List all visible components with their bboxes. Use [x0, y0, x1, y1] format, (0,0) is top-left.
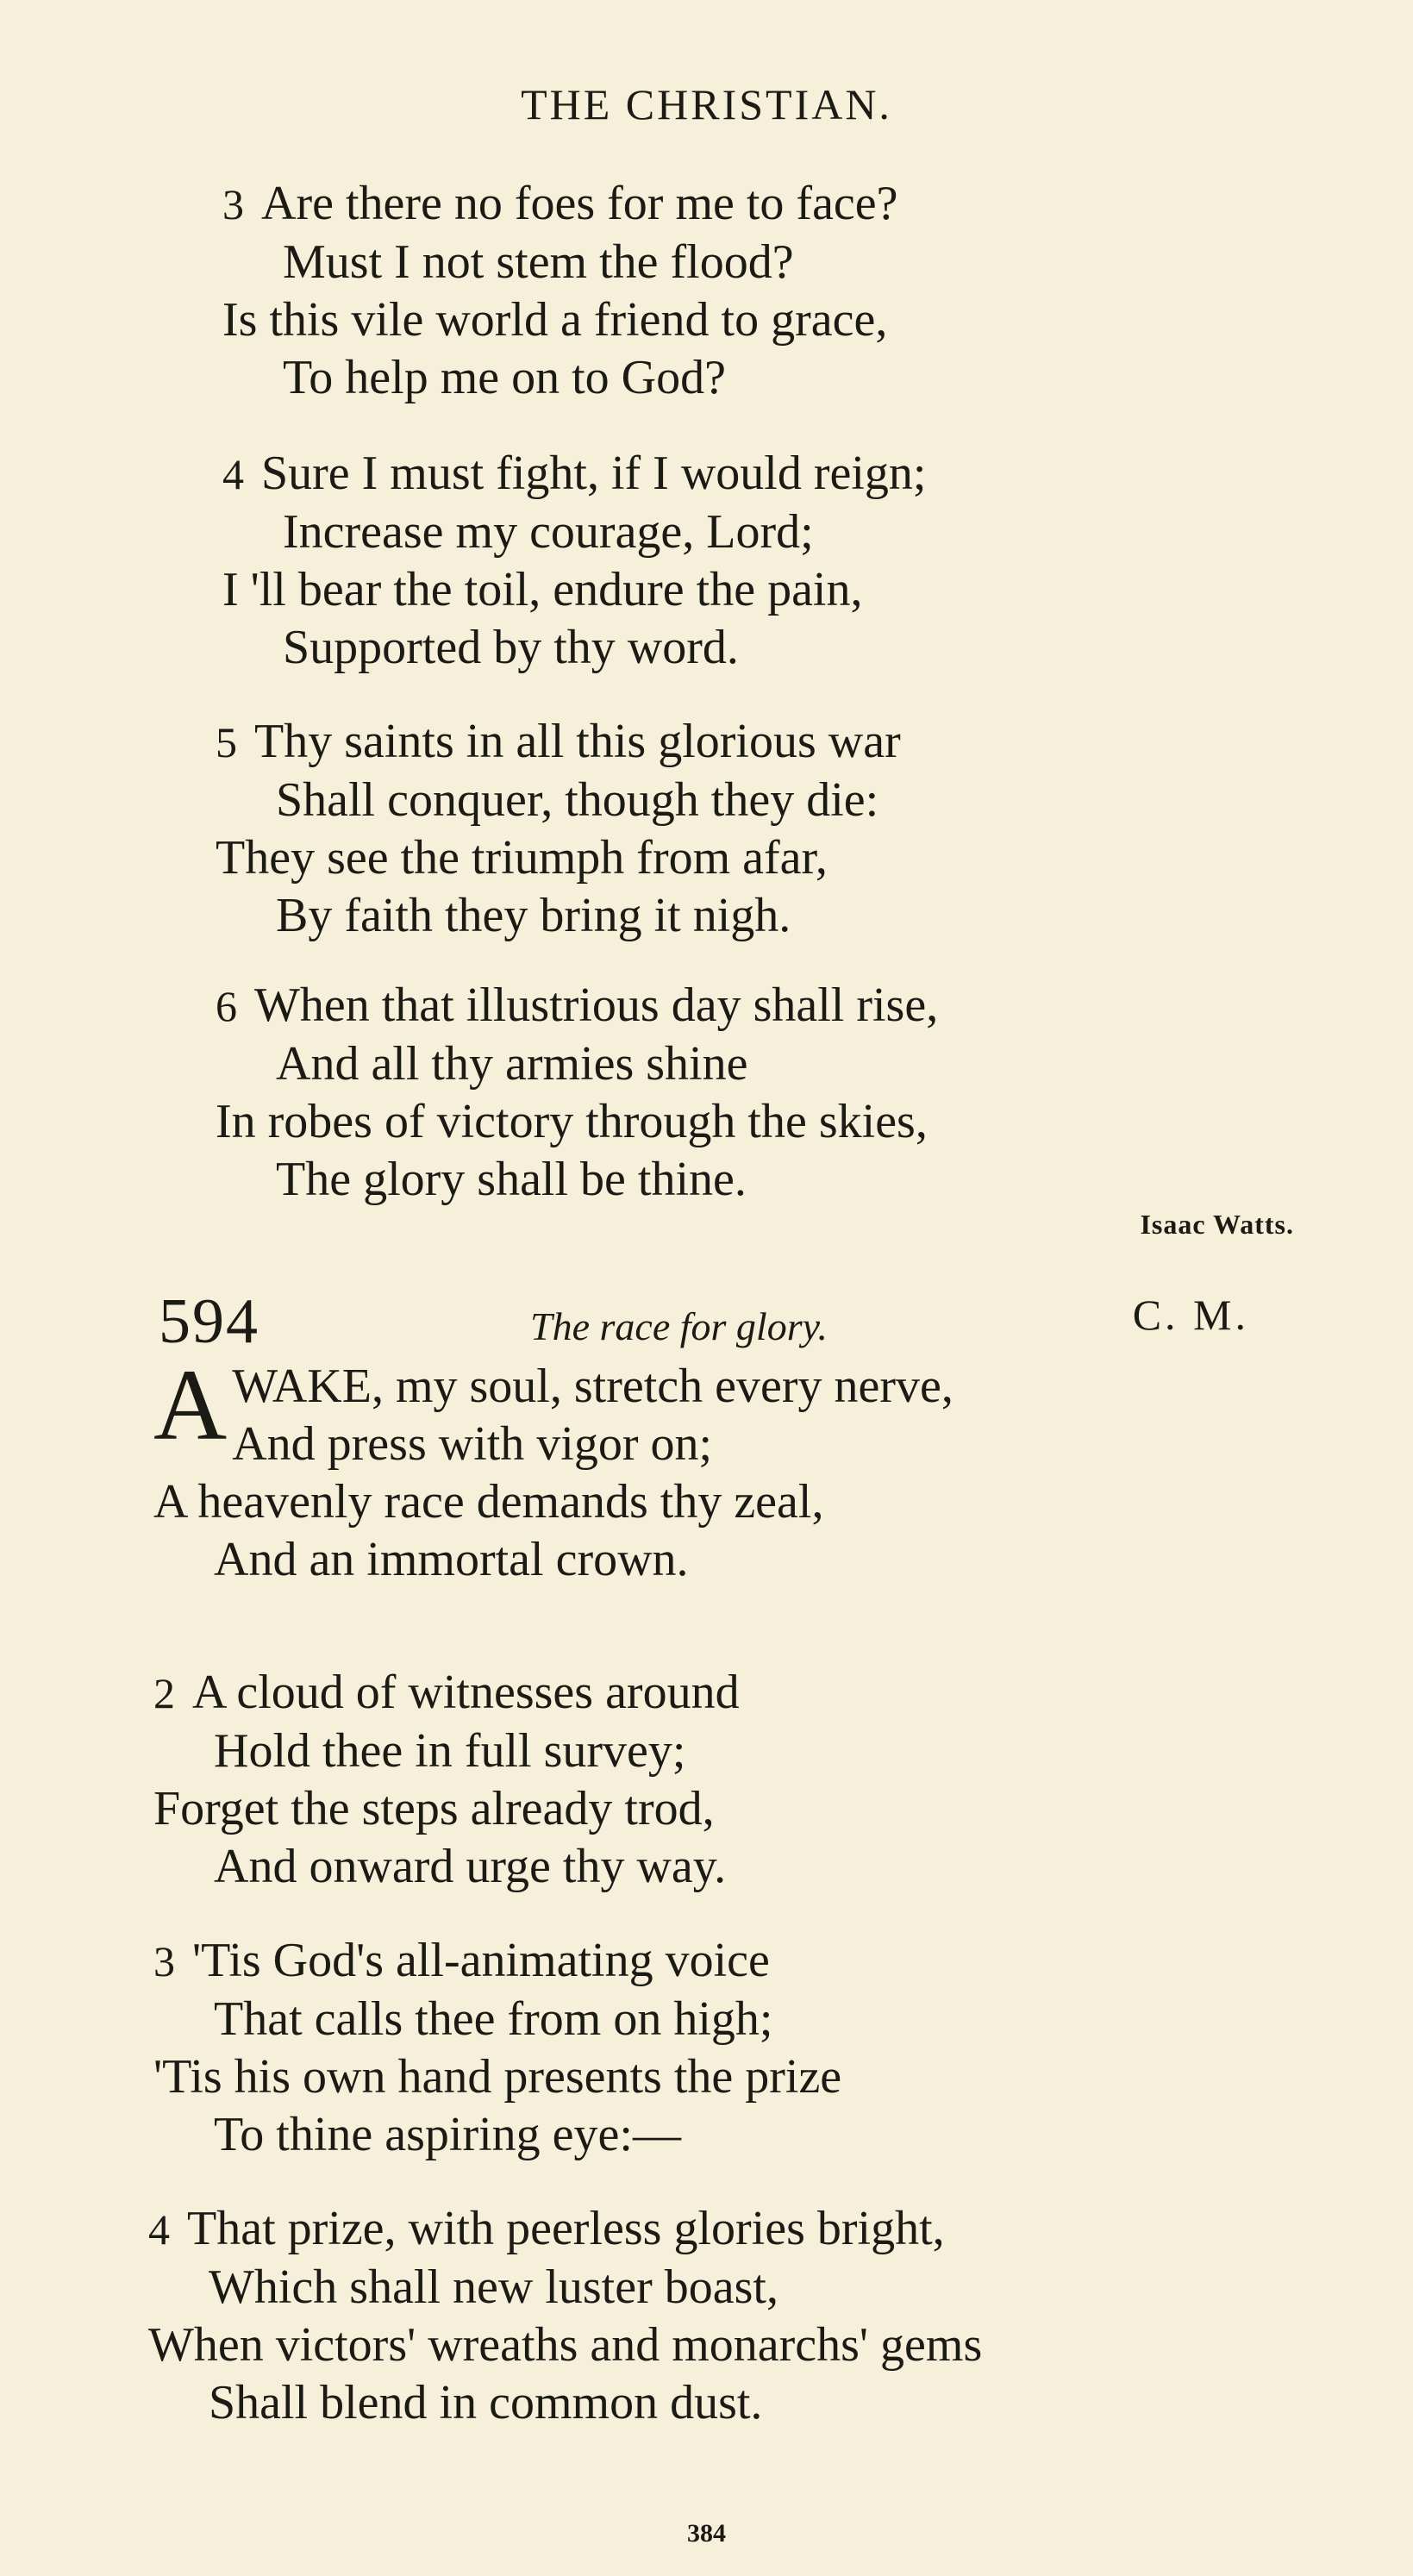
- verse-line: 'Tis his own hand presents the prize: [153, 2050, 842, 2104]
- verse-line: Sure I must fight, if I would reign;: [261, 447, 927, 500]
- stanza-number: 2: [153, 1669, 175, 1717]
- verse-line: To thine aspiring eye:—: [214, 2108, 681, 2161]
- verse-line: And an immortal crown.: [214, 1533, 689, 1586]
- verse-line: A cloud of witnesses around: [192, 1666, 740, 1719]
- verse-line: And onward urge thy way.: [214, 1840, 727, 1893]
- verse-line: Supported by thy word.: [283, 621, 739, 674]
- page-number: 384: [687, 2519, 726, 2548]
- stanza-5: [216, 713, 901, 945]
- stanza-4: [222, 445, 926, 677]
- verse-line: Thy saints in all this glorious war: [254, 715, 901, 768]
- stanza-4-hymn-594: [148, 2200, 982, 2432]
- verse-line: They see the triumph from afar,: [216, 831, 828, 885]
- stanza-number: 5: [216, 718, 237, 766]
- running-head: THE CHRISTIAN.: [521, 80, 892, 128]
- verse-line: Shall conquer, though they die:: [276, 773, 879, 827]
- stanza-number: 3: [222, 180, 244, 228]
- verse-line: WAKE, my soul, stretch every nerve,: [232, 1360, 953, 1413]
- verse-line: When victors' wreaths and monarchs' gems: [148, 2318, 983, 2372]
- verse-line: In robes of victory through the skies,: [216, 1095, 928, 1148]
- verse-line: Hold thee in full survey;: [214, 1724, 686, 1778]
- verse-line: The glory shall be thine.: [276, 1153, 747, 1206]
- verse-line: That prize, with peerless glories bright,: [187, 2202, 945, 2255]
- verse-line: By faith they bring it nigh.: [276, 889, 791, 942]
- verse-line: Must I not stem the flood?: [283, 235, 794, 289]
- verse-line: Forget the steps already trod,: [153, 1782, 715, 1835]
- verse-line: That calls thee from on high;: [214, 1992, 773, 2046]
- verse-line: A heavenly race demands thy zeal,: [153, 1475, 824, 1529]
- stanza-3: [222, 175, 898, 407]
- stanza-3-hymn-594: [153, 1932, 841, 2164]
- verse-line: Which shall new luster boast,: [209, 2260, 778, 2314]
- verse-line: Shall blend in common dust.: [209, 2376, 763, 2429]
- stanza-1: [153, 1348, 953, 1589]
- verse-line: Is this vile world a friend to grace,: [222, 293, 888, 347]
- drop-cap: A: [153, 1348, 228, 1461]
- verse-line: 'Tis God's all-animating voice: [192, 1934, 770, 1987]
- stanza-2: [153, 1664, 740, 1896]
- author-attribution: Isaac Watts.: [1140, 1209, 1294, 1240]
- hymn-number: 594: [159, 1286, 259, 1357]
- stanza-number: 3: [153, 1937, 175, 1985]
- stanza-number: 6: [216, 982, 237, 1030]
- verse-line: When that illustrious day shall rise,: [254, 979, 939, 1032]
- stanza-6: [216, 977, 938, 1209]
- verse-line: And all thy armies shine: [276, 1037, 748, 1091]
- verse-line: Are there no foes for me to face?: [261, 177, 898, 230]
- verse-line: To help me on to God?: [283, 351, 726, 404]
- verse-line: And press with vigor on;: [232, 1417, 713, 1471]
- stanza-number: 4: [222, 450, 244, 498]
- hymn-title: The race for glory.: [530, 1304, 828, 1348]
- hymn-meter: C. M.: [1132, 1291, 1249, 1339]
- verse-line: Increase my courage, Lord;: [283, 505, 814, 559]
- stanza-number: 4: [148, 2205, 170, 2254]
- verse-line: I 'll bear the toil, endure the pain,: [222, 563, 863, 616]
